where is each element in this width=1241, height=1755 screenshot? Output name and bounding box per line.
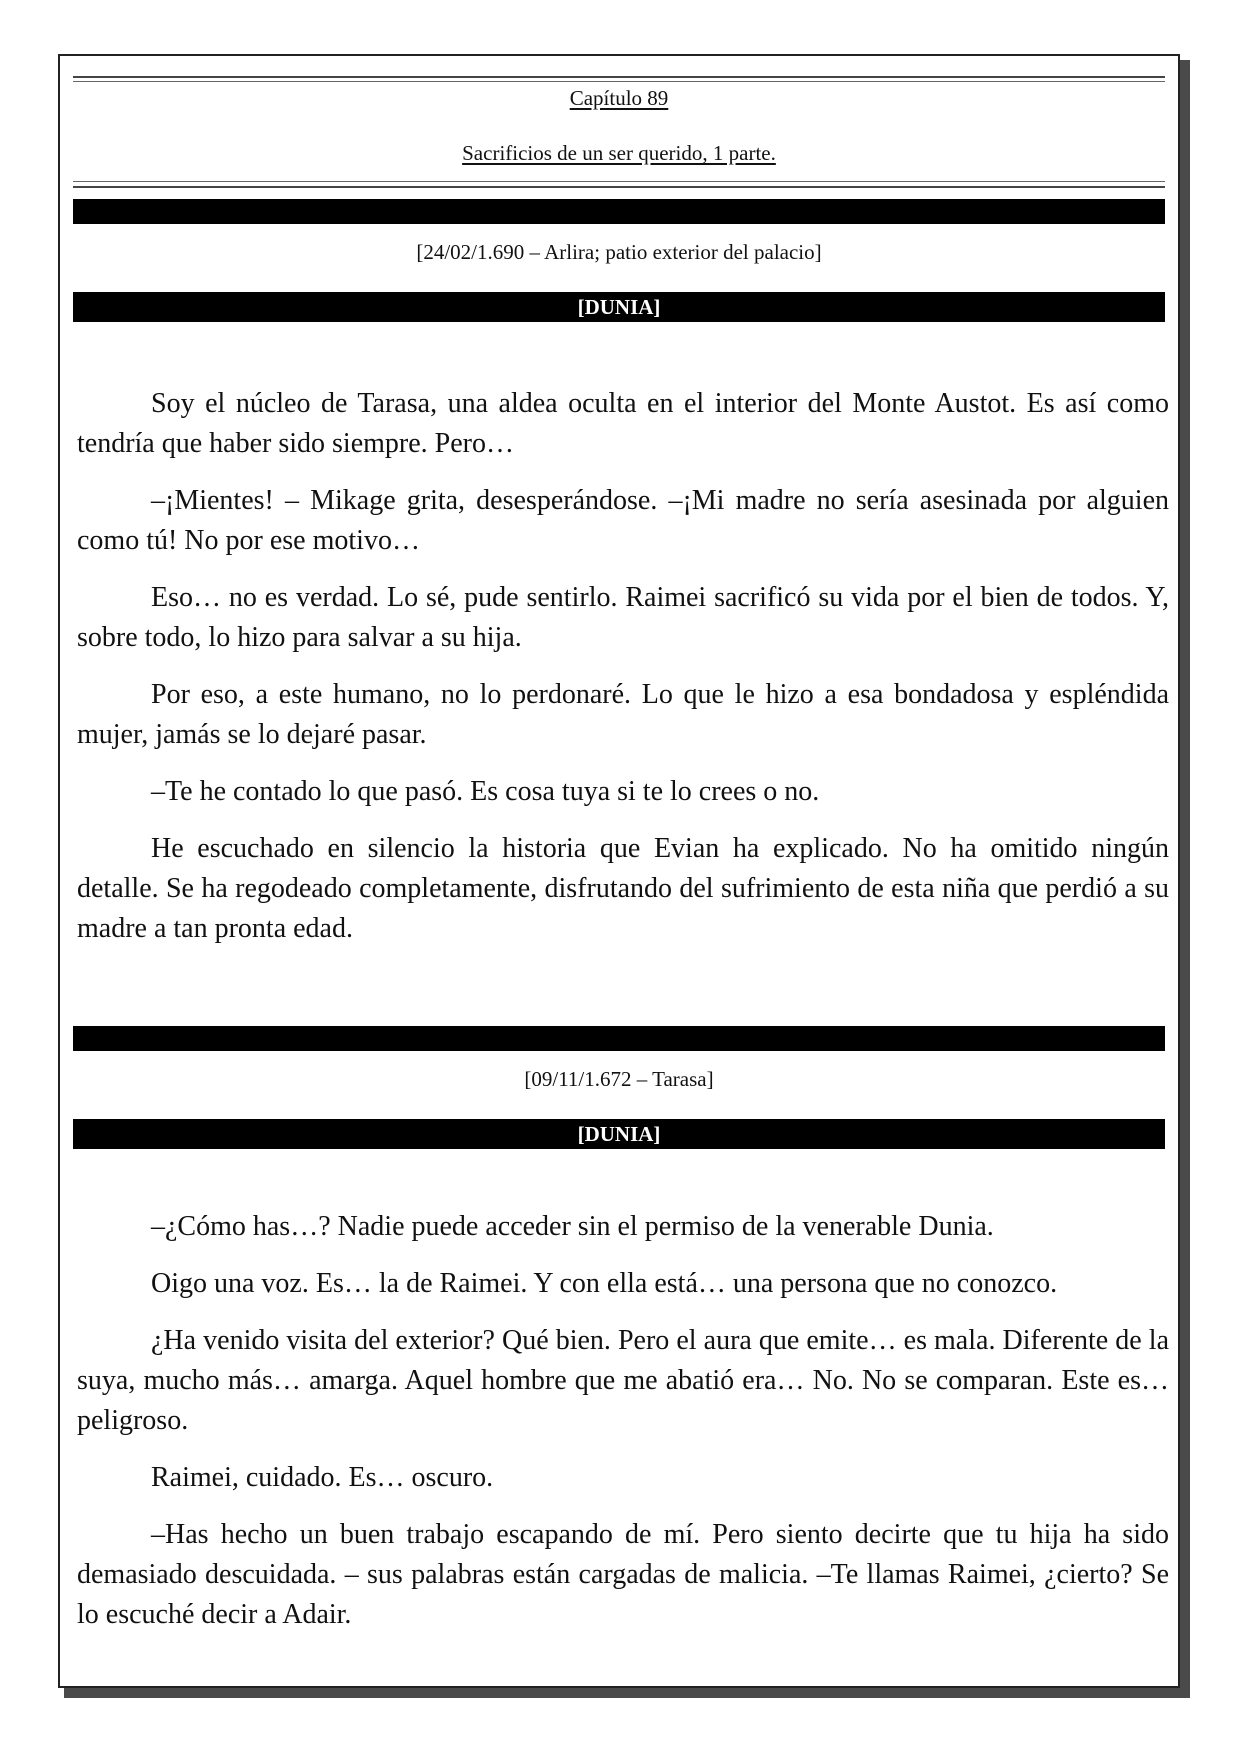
scene-separator-bar [73,199,1165,224]
scene-location: [09/11/1.672 – Tarasa] [524,1067,714,1091]
page-frame [58,54,1180,1688]
paragraph: –Te he contado lo que pasó. Es cosa tuya si te lo crees o no. [151,776,820,807]
scene-location: [24/02/1.690 – Arlira; patio exterior del palacio] [416,240,822,264]
scene-separator-bar [73,1026,1165,1051]
paragraph: Soy el núcleo de Tarasa, una aldea oculta en el interior del Monte Austot. Es así como tendría que haber sido siempre. Pero… [77,388,1169,459]
header-top-rule-thin [73,81,1165,82]
paragraph: He escuchado en silencio la historia que Evian ha explicado. No ha omitido ningún detalle. Se ha regodeado completamente, disfrutando del sufrimiento de esta niña que perdió a su madre a tan pronta edad. [77,833,1169,944]
paragraph: –¿Cómo has…? Nadie puede acceder sin el permiso de la venerable Dunia. [151,1211,994,1242]
paragraph: Eso… no es verdad. Lo sé, pude sentirlo. Raimei sacrificó su vida por el bien de todos. Y, sobre todo, lo hizo para salvar a su hija. [77,582,1169,653]
paragraph: –¡Mientes! – Mikage grita, desesperándose. –¡Mi madre no sería asesinada por alguien como tú! No por ese motivo… [77,485,1169,556]
header-bottom-rule [73,186,1165,188]
header-bottom-rule-thin [73,181,1165,182]
chapter-title: Capítulo 89 [569,86,669,110]
scene-text [77,1207,1169,1652]
paragraph: Por eso, a este humano, no lo perdonaré. Lo que le hizo a esa bondadosa y espléndida mujer, jamás se lo dejaré pasar. [77,679,1169,750]
paragraph: Raimei, cuidado. Es… oscuro. [151,1462,494,1493]
paragraph: Oigo una voz. Es… la de Raimei. Y con ella está… una persona que no conozco. [151,1268,1058,1299]
speaker-bar: [DUNIA] [73,1119,1165,1149]
scene-text [77,384,1169,966]
paragraph: ¿Ha venido visita del exterior? Qué bien. Pero el aura que emite… es mala. Diferente de la suya, mucho más… amarga. Aquel hombre que me abatió era… No. No se comparan. Este es… peligroso. [77,1325,1169,1436]
chapter-subtitle: Sacrificios de un ser querido, 1 parte. [462,141,776,165]
paragraph: –Has hecho un buen trabajo escapando de mí. Pero siento decirte que tu hija ha sido demasiado descuidada. – sus palabras están cargadas de malicia. –Te llamas Raimei, ¿cierto? Se lo escuché decir a Adair. [77,1519,1169,1630]
header-top-rule [73,76,1165,78]
speaker-bar: [DUNIA] [73,292,1165,322]
